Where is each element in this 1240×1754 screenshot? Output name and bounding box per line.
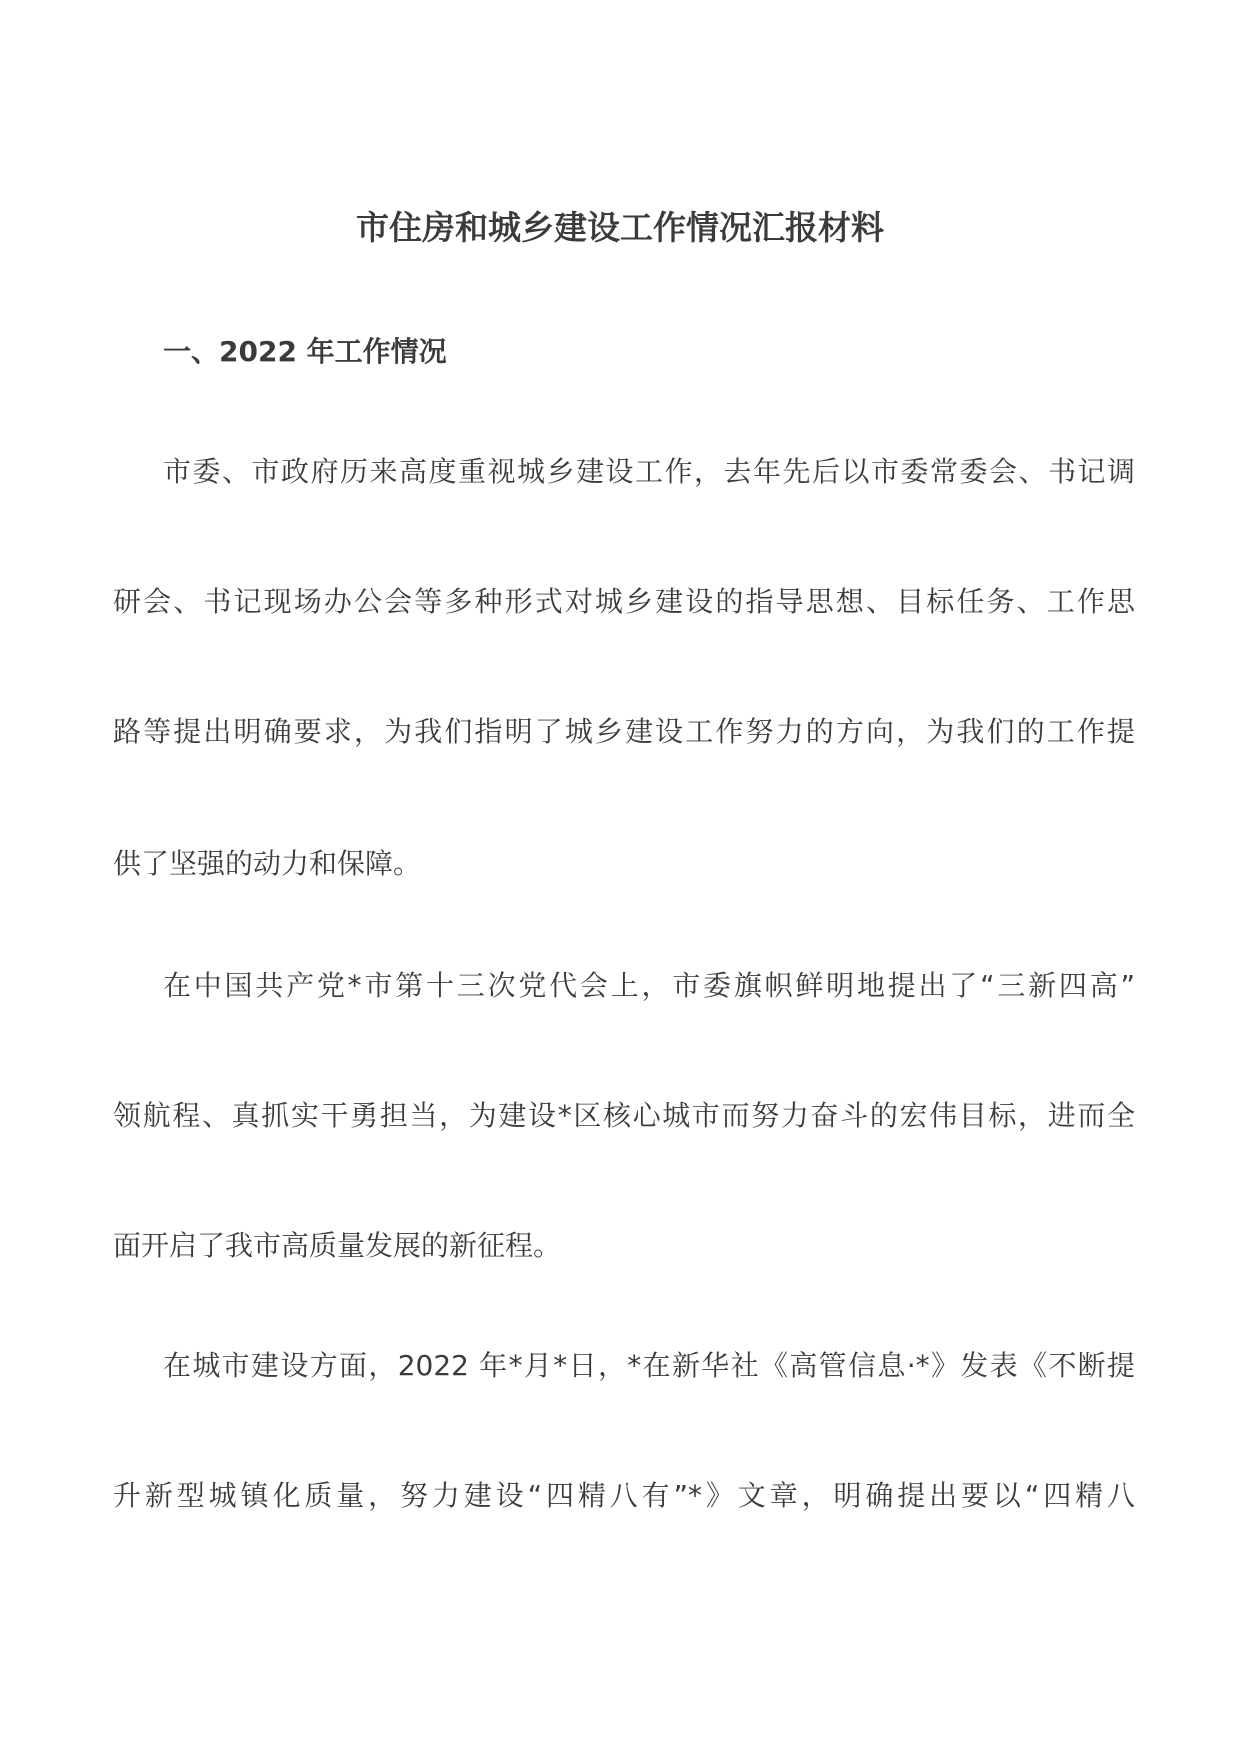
paragraph-line: 市委、市政府历来高度重视城乡建设工作，去年先后以市委常委会、书记调 [163, 455, 1135, 488]
paragraph-line: 领航程、真抓实干勇担当，为建设*区核心城市而努力奋斗的宏伟目标，进而全 [113, 1099, 1135, 1132]
paragraph-line: 研会、书记现场办公会等多种形式对城乡建设的指导思想、目标任务、工作思 [113, 585, 1135, 618]
document-title: 市住房和城乡建设工作情况汇报材料 [356, 208, 884, 247]
section-heading: 一、2022 年工作情况 [163, 335, 447, 368]
paragraph-line: 面开启了我市高质量发展的新征程。 [113, 1229, 562, 1262]
paragraph-line: 在城市建设方面，2022 年*月*日，*在新华社《高管信息·*》发表《不断提 [163, 1349, 1135, 1382]
paragraph-line: 路等提出明确要求，为我们指明了城乡建设工作努力的方向，为我们的工作提 [113, 715, 1135, 748]
paragraph-line: 在中国共产党*市第十三次党代会上，市委旗帜鲜明地提出了“三新四高” [163, 969, 1135, 1002]
paragraph-line: 升新型城镇化质量，努力建设“四精八有”*》文章，明确提出要以“四精八 [113, 1479, 1135, 1512]
paragraph-line: 供了坚强的动力和保障。 [113, 847, 422, 880]
